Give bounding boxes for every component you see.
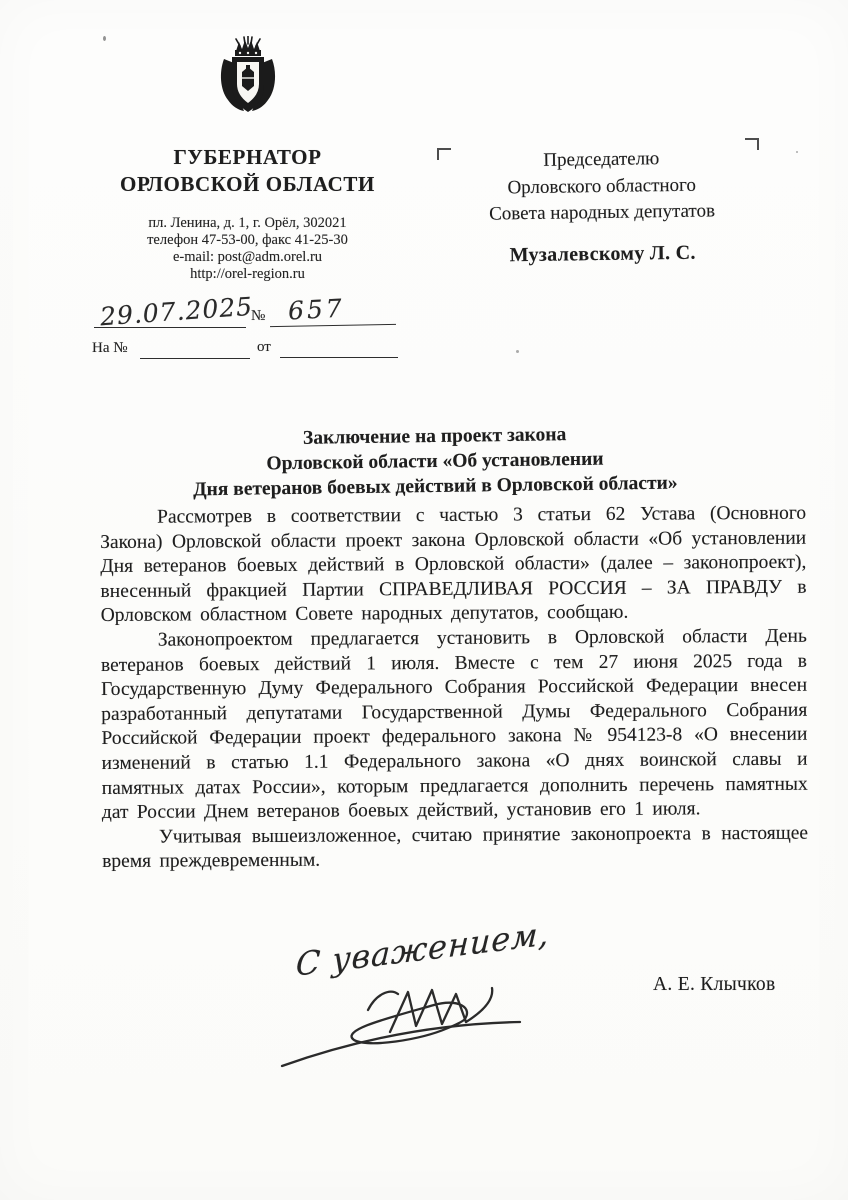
scan-speck xyxy=(796,151,798,153)
from-date-underline xyxy=(280,357,398,358)
scan-speck xyxy=(103,36,106,41)
handwritten-number: 657 xyxy=(287,293,346,326)
title-line1: Заключение на проект закона xyxy=(302,424,567,449)
recipient-line1: Председателю xyxy=(543,148,660,171)
reference-row-date-number xyxy=(90,291,408,332)
recipient-line2: Орловского областного xyxy=(507,174,697,198)
scan-speck xyxy=(516,350,519,353)
org-contacts xyxy=(90,215,405,283)
handwritten-closing: С уважением, xyxy=(294,914,551,984)
recipient-name: Музалевскому Л. С. xyxy=(509,241,696,266)
reference-row-reply xyxy=(90,336,408,360)
handwritten-date: 29.07.2025 xyxy=(99,291,254,332)
letterhead xyxy=(90,36,405,283)
org-website: http://orel-region.ru xyxy=(190,266,305,282)
body-paragraph-3: Учитывая вышеизложенное, считаю принятие законопроекта в настоящее время преждевременным. xyxy=(102,822,809,873)
date-underline xyxy=(94,327,246,328)
body-paragraph-2: Законопроектом предлагается установить в Орловской области День ветеранов боевых действий 1 июля. Вместе с тем 27 июня 2025 года в Государственную Думу Федерального Собрания Российской Федерации внесен разработанный депутатами Государственной Думы Федерального Собрания Российской Федерации проект федерального закона № 954123-8 «О внесении изменений в статью 1.1 Федерального закона «О днях воинской славы и памятных датах России», которым предлагается дополнить перечень памятных дат России Днем ветеранов боевых действий, установив его 1 июля. xyxy=(100,625,808,824)
title-line2: Орловской области «Об установлении xyxy=(266,448,604,475)
org-name-line2: ОРЛОВСКОЙ ОБЛАСТИ xyxy=(120,172,375,196)
reply-label: На № xyxy=(92,340,128,356)
from-label: от xyxy=(257,339,271,355)
org-name xyxy=(90,144,405,198)
number-label: № xyxy=(251,308,266,324)
coat-of-arms-icon xyxy=(217,36,279,120)
org-email: e-mail: post@adm.orel.ru xyxy=(172,249,323,265)
title-line3: Дня ветеранов боевых действий в Орловской области» xyxy=(192,472,678,501)
letter-body xyxy=(100,502,808,875)
org-name-line1: ГУБЕРНАТОР xyxy=(173,145,322,169)
recipient-block xyxy=(446,145,758,269)
body-paragraph-1: Рассмотрев в соответствии с частью 3 статьи 62 Устава (Основного Закона) Орловской области проект закона Орловской области «Об установлении Дня ветеранов боевых действий в Орловской области» (далее – законопроект), внесенный фракцией Партии СПРАВЕДЛИВАЯ РОССИЯ – ЗА ПРАВДУ в Орловском областном Совете народных депутатов, сообщаю. xyxy=(100,502,807,627)
document-title xyxy=(95,419,776,503)
signature-icon xyxy=(268,980,538,1075)
signatory-name: А. Е. Клычков xyxy=(653,974,776,995)
org-phone-fax: телефон 47-53-00, факс 41-25-30 xyxy=(147,232,348,248)
recipient-line3: Совета народных депутатов xyxy=(489,200,716,225)
org-address: пл. Ленина, д. 1, г. Орёл, 302021 xyxy=(148,215,347,231)
reply-number-underline xyxy=(140,358,250,359)
